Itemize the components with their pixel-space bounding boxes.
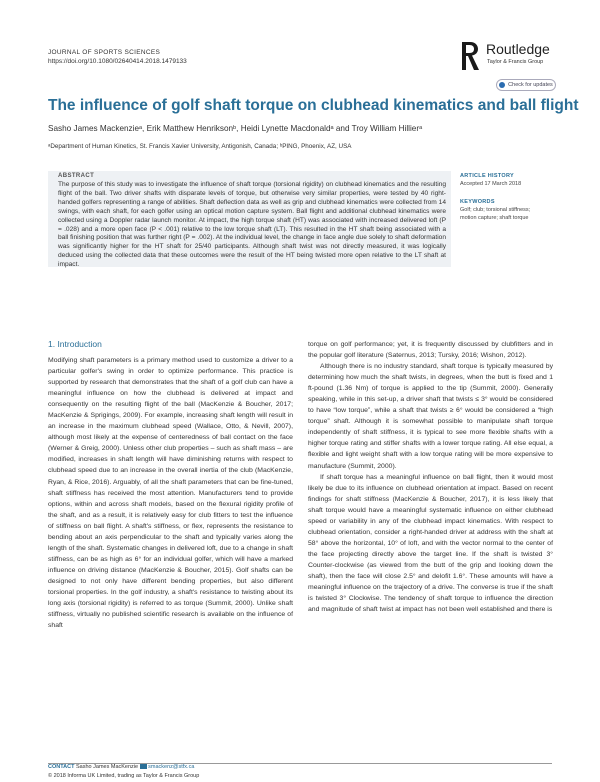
routledge-logo-icon (458, 40, 482, 72)
abstract-text: The purpose of this study was to investigate the influence of shaft torque (torsional rigidity) on clubhead kinematics and the resulting flight of the ball. Two driver shafts with disparate levels of torque, but otherwise very similar properties, were tested by 40 right-handed golfers representing a range of abilities. Shaft deflection data as well as grip and clubhead kinematics were collected from 14 swings, with each shaft, for each golfer using an optical motion capture system. Ball flight and additional clubhead kinematics were collected using a Doppler radar launch monitor. At impact, the high torque shaft (HT) was associated with increased delivered loft (P = .028) and a more open face (P < .001) relative to the low torque shaft (LT). This resulted in the HT shaft being associated with a ball finishing position that was further right (P = .002). At the individual level, the change in face angle due solely to shaft deformation was significantly higher for the HT shaft for 25/40 participants. Although shaft twist was not directly measured, it was logically deduced using the collected data that these outcomes were the result of the HT being twisted more open relative to the LT shaft at impact. (58, 181, 446, 269)
section-heading-introduction: 1. Introduction (48, 339, 102, 349)
paragraph: Modifying shaft parameters is a primary method used to customize a driver to a particular golfer's swing in order to optimize performance. This practice is supported by research that demonstrates that the shaft of a golf club can have a meaningful influence on how the clubhead is delivered at impact and consequently on the resulting flight of the ball (MacKenzie & Boucher, 2017; MacKenzie & Sprigings, 2009). For example, increasing shaft length will result in an increase in the maximum clubhead speed (Wallace, Otto, & Nevill, 2007), although most likely at the expense of centeredness of ball contact on the face (Werner & Greig, 2000). Unless other club properties – such as shaft mass – are modified, increases in shaft length will have diminishing returns with respect to clubhead speed due to an increase in the overall inertia of the club (MacKenzie, Ryan, & Rice, 2016). Arguably, of all the shaft parameters that can be fine-tuned, shaft stiffness has received the most attention. Manufacturers tend to provide options, within and across shaft models, based on the flexural rigidity profile of the shaft, and as a result, it is relatively easy for club fitters to test the influence of stiffness on ball flight. A shaft's stiffness, or flex, represents the resistance to bending about an axis perpendicular to the shaft and typically varies along the length of the shaft. Systematic changes in delivered loft, due to a change in shaft stiffness, can be as high as 6° for an individual golfer, which will have a marked influence on driving distance (MacKenzie & Boucher, 2015). Golf shafts can be designed to not only have different bending properties, but also different torsional properties. In the golf industry, a shaft's resistance to twisting about its long axis (torsional rigidity) is referred to as torque (Summit, 2000). Unlike shaft stiffness, virtually no published scientific research is available on the influence of shaft (48, 357, 293, 630)
affiliations: ᵃDepartment of Human Kinetics, St. Francis Xavier University, Antigonish, Canada; ᵇPING, Phoenix, AZ, USA (48, 143, 352, 150)
email-icon (140, 764, 147, 769)
contact-name: Sasho James MacKenzie (76, 764, 139, 770)
publisher-subtitle: Taylor & Francis Group (487, 59, 544, 65)
contact-email[interactable]: smackenz@stfx.ca (148, 764, 195, 770)
copyright-notice: © 2018 Informa UK Limited, trading as Taylor & Francis Group (48, 773, 200, 779)
contact-line (48, 764, 194, 770)
article-history-heading: ARTICLE HISTORY (460, 173, 515, 179)
paragraph: Although there is no industry standard, shaft torque is typically measured by determining how much the shaft twists, in degrees, when the butt is fixed and 1 ft-pound (1.36 Nm) of torque is applied to the tip (Summit, 2000). Generally speaking, while in this set-up, a driver shaft that twists ≤ 3° would be considered to have “low torque”, while a shaft that twists ≥ 6° would be considered a “high torque” shaft. Although it is somewhat possible to manipulate shaft torque independently of shaft stiffness, it is typical to see more flexible shafts with a higher torque rating and stiffer shafts with a lower torque rating. All else equal, a flexible and light weight shaft with a low torque rating will be more expensive to manufacture (Summit, 2000). (308, 363, 553, 470)
right-column (308, 339, 553, 757)
contact-label: CONTACT (48, 764, 75, 770)
check-for-updates-label: Check for updates (508, 82, 553, 88)
accepted-date: Accepted 17 March 2018 (460, 181, 522, 187)
article-title: The influence of golf shaft torque on clubhead kinematics and ball flight (48, 97, 579, 114)
keywords-heading: KEYWORDS (460, 199, 495, 205)
author-list: Sasho James Mackenzieᵃ, Erik Matthew Henriksonᵇ, Heidi Lynette Macdonaldᵃ and Troy William Hillierᵃ (48, 124, 423, 133)
paragraph: torque on golf performance; yet, it is frequently discussed by clubfitters and in the popular golf literature (Saternus, 2013; Tursky, 2016; Wishon, 2012). (308, 341, 553, 360)
left-column (48, 355, 293, 755)
publisher-name: Routledge (486, 41, 550, 57)
doi-link[interactable]: https://doi.org/10.1080/02640414.2018.1479133 (48, 58, 187, 65)
check-for-updates-button[interactable] (496, 79, 556, 91)
abstract-heading: ABSTRACT (58, 173, 95, 179)
paragraph: If shaft torque has a meaningful influence on ball flight, then it would most likely be due to its influence on clubhead orientation at impact. Based on recent findings for shaft stiffness (MacKenzie & Boucher, 2017), it is less likely that shaft torque would have a meaningful systematic influence on either clubhead speed or variability in any of the clubhead impact kinematics. With respect to clubhead orientation, consider a right-handed driver at address with the shaft at 58° above the horizontal, 10° of loft, and with the vector normal to the center of the face projecting directly above the target line. If the shaft is twisted 3° Counter-clockwise (as viewed from the butt of the grip and looking down the shaft), then the face will close 2.5° and delofit 1.6°. These amounts will have a meaningful influence on the trajectory of a drive. The converse is true if the shaft is twisted 3° Clockwise. The tendency of shaft torque to influence the direction and magnitude of shaft twist at impact has not been well established and there is (308, 473, 553, 614)
keywords-line-2: motion capture; shaft torque (460, 215, 529, 221)
keywords-line-1: Golf; club; torsional stiffness; (460, 207, 531, 213)
journal-name: JOURNAL OF SPORTS SCIENCES (48, 49, 161, 56)
update-badge-icon (499, 82, 505, 88)
